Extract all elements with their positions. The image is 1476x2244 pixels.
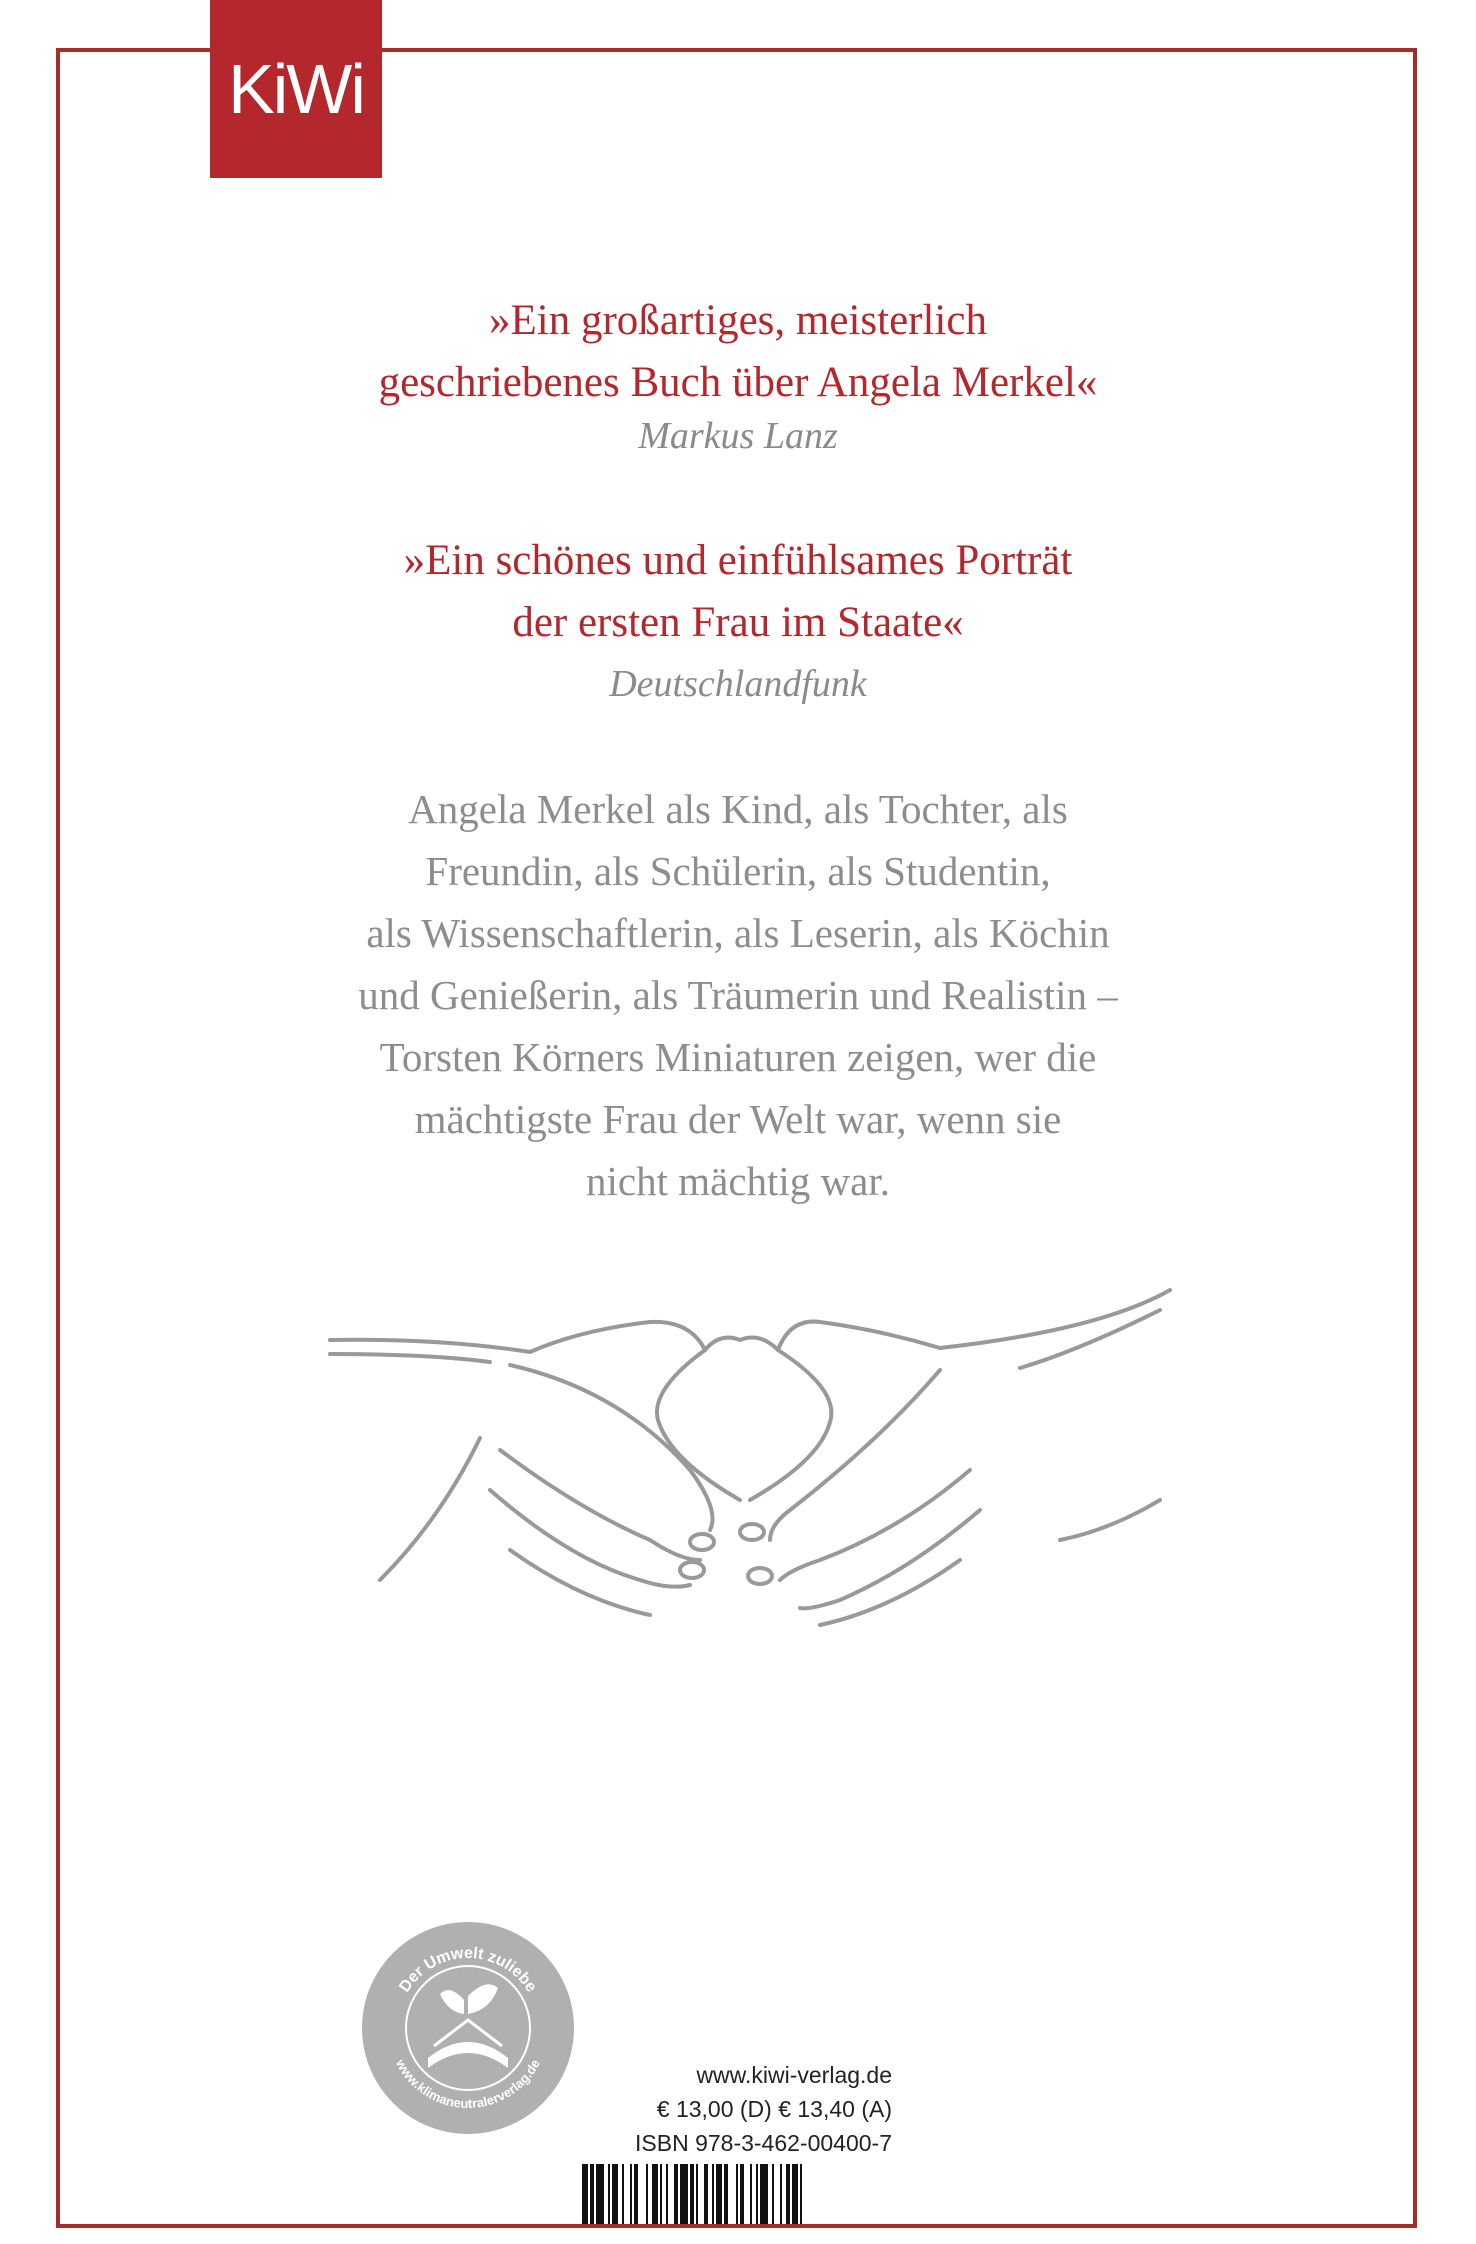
barcode-bar — [772, 2164, 774, 2224]
barcode-bar — [724, 2164, 728, 2224]
blurb-line-1: Angela Merkel als Kind, als Tochter, als — [408, 786, 1068, 832]
quote-1-line-1: »Ein großartiges, meisterlich — [489, 297, 987, 344]
seal-bottom-text: www.klimaneutralerverlag.de — [393, 2056, 543, 2112]
barcode-bar — [646, 2164, 648, 2224]
barcode-bar — [786, 2164, 790, 2224]
quote-2-line-1: »Ein schönes und einfühlsames Porträt — [403, 537, 1073, 584]
barcode-bar — [596, 2164, 604, 2224]
quote-1-line-2: geschriebenes Buch über Angela Merkel« — [378, 359, 1098, 406]
barcode-bar — [634, 2164, 638, 2224]
blurb-line-5: Torsten Körners Miniaturen zeigen, wer die — [379, 1034, 1097, 1080]
barcode-bar — [780, 2164, 782, 2224]
leaf-book-seal-icon — [358, 1918, 578, 2138]
barcode-bar — [740, 2164, 744, 2224]
barcode-bar — [608, 2164, 610, 2224]
barcode-bar — [630, 2164, 632, 2224]
barcode-bar — [760, 2164, 768, 2224]
quote-2 — [0, 530, 1476, 654]
quote-1 — [0, 290, 1476, 414]
barcode-bar — [792, 2164, 798, 2224]
price-info: € 13,00 (D) € 13,40 (A) — [656, 2096, 892, 2122]
blurb-line-4: und Genießerin, als Träumerin und Realistin – — [358, 972, 1118, 1018]
barcode-bar — [680, 2164, 688, 2224]
quote-2-author: Deutschlandfunk — [609, 663, 867, 705]
quote-1-author: Markus Lanz — [638, 415, 838, 457]
barcode — [582, 2164, 922, 2224]
barcode-bar — [674, 2164, 678, 2224]
barcode-bar — [696, 2164, 698, 2224]
barcode-bar — [736, 2164, 738, 2224]
quote-2-line-2: der ersten Frau im Staate« — [512, 599, 964, 646]
publisher-info — [612, 2058, 892, 2160]
barcode-bar — [756, 2164, 758, 2224]
barcode-bar — [612, 2164, 618, 2224]
merkel-raute-hands-illustration — [320, 1270, 1180, 1650]
barcode-bar — [704, 2164, 708, 2224]
blurb-line-6: mächtigste Frau der Welt war, wenn sie — [414, 1096, 1062, 1142]
blurb-line-2: Freundin, als Schülerin, als Studentin, — [425, 848, 1051, 894]
barcode-bar — [800, 2164, 802, 2224]
blurb-line-3: als Wissenschaftlerin, als Leserin, als Köchin — [366, 910, 1110, 956]
publisher-url: www.kiwi-verlag.de — [696, 2062, 892, 2088]
barcode-bar — [660, 2164, 662, 2224]
barcode-bar — [716, 2164, 722, 2224]
blurb-line-7: nicht mächtig war. — [586, 1158, 890, 1204]
barcode-bar — [690, 2164, 694, 2224]
barcode-bar — [750, 2164, 752, 2224]
barcode-bar — [590, 2164, 594, 2224]
barcode-bar — [652, 2164, 658, 2224]
isbn: ISBN 978-3-462-00400-7 — [635, 2130, 892, 2156]
barcode-bar — [582, 2164, 588, 2224]
barcode-bar — [622, 2164, 624, 2224]
barcode-bar — [666, 2164, 668, 2224]
barcode-bar — [712, 2164, 714, 2224]
publisher-logo: KiWi — [210, 0, 382, 178]
seal-top-text: Der Umwelt zuliebe — [396, 1944, 540, 1996]
blurb — [0, 778, 1476, 1212]
